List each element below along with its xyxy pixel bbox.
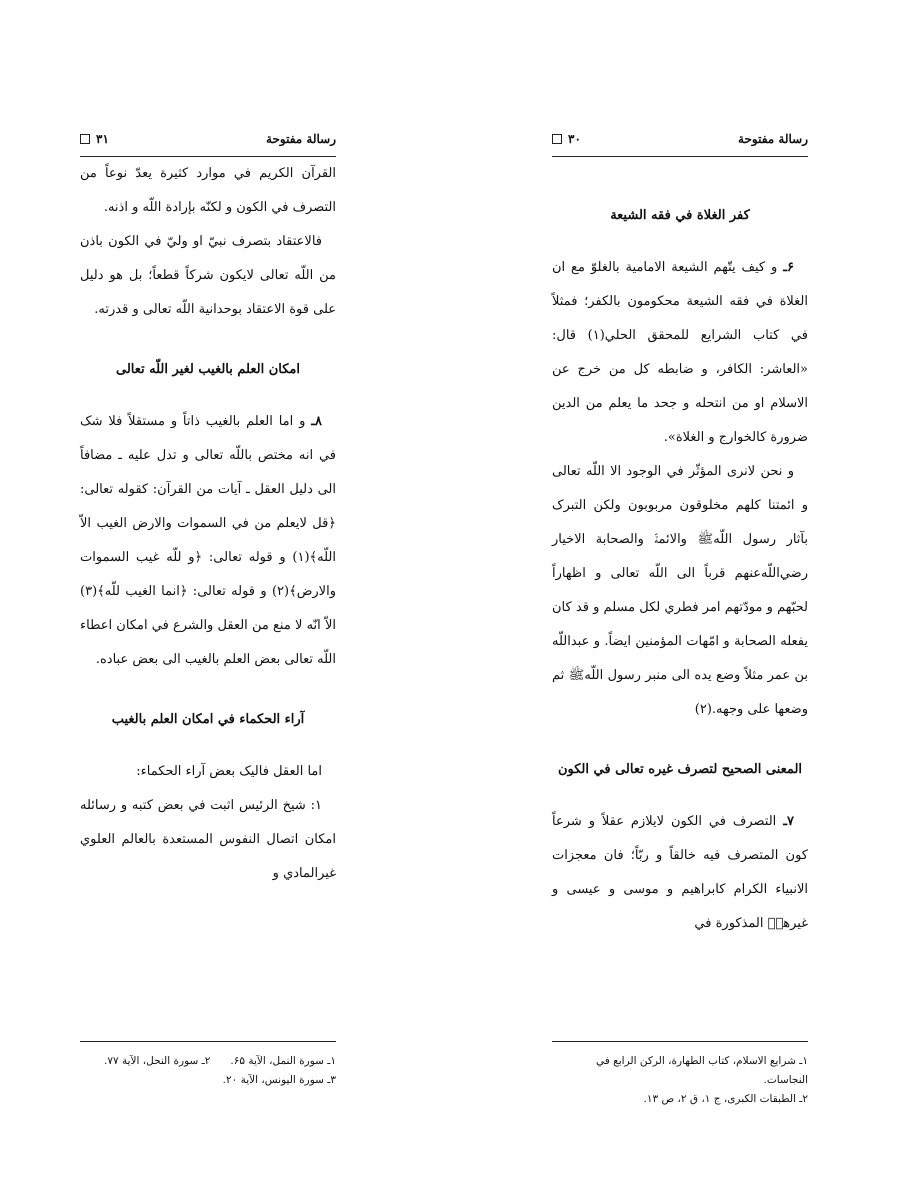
right-heading-1: كفر الغلاة في فقه الشيعة bbox=[610, 208, 750, 223]
paragraph-number: ۸ـ bbox=[311, 414, 322, 429]
right-paragraph-7 bbox=[552, 805, 808, 941]
left-heading-2: آراء الحكماء في امكان العلم بالغيب bbox=[111, 712, 305, 727]
left-footnotes bbox=[80, 1041, 336, 1090]
right-page-number-group bbox=[552, 132, 581, 146]
right-page-header bbox=[552, 130, 808, 157]
left-paragraph-1: القرآن الكريم في موارد كثيرة يعدّ نوعاً من التصرف في الكون و لكنّه بإرادة اللّه و اذنه. bbox=[80, 166, 336, 215]
right-header-title: رسالة مفتوحة bbox=[738, 132, 808, 146]
right-footnotes bbox=[552, 1041, 808, 1109]
paragraph-number: ۷ـ bbox=[783, 814, 794, 829]
paragraph-6-text: و كيف يتّهم الشيعة الامامية بالغلوّ مع ان الغلاة في فقه الشيعة محكومون بالكفر؛ فمثلاً في كتاب الشرايع للمحقق الحلي(۱) قال: «العاشر: الكافر، و ضابطه كل من خرج عن الاسلام او من انتحله و جحد ما يعلم من الدين ضرورة كالخوارج و الغلاة». bbox=[552, 260, 808, 445]
right-page-number: ۳۰ bbox=[568, 132, 581, 146]
left-paragraph-item-1: ۱: شيخ الرئيس اثبت في بعض كتبه و رسائله امكان اتصال النفوس المستعدة بالعالم العلوي غيرالمادي و bbox=[80, 798, 336, 881]
right-page bbox=[552, 130, 808, 941]
right-paragraph-b: و نحن لانرى المؤثّر في الوجود الا اللّه تعالى و ائمتنا كلهم مخلوقون مربوبون ولكن التبرک بآثار رسول اللّهﷺ والائمةؑ والصحابة الاخيار رضي‌اللّه‌عنهم قرباً الى اللّه تعالى و اظهاراً لحبّهم و مودّتهم امر فطري لكل مسلم و قد كان يفعله الصحابة و امّهات المؤمنين ايضاً. و عبداللّه بن عمر مثلاً وضع يده الى منبر رسول اللّهﷺ ثم وضعها على وجهه.(۲) bbox=[552, 464, 808, 717]
left-paragraph-2: فالاعتقاد بتصرف نبيّ او وليّ في الكون باذن من اللّه تعالى لايكون شركاً قطعاً؛ بل هو دليل على قوة الاعتقاد بوحدانية اللّه تعالى و قدرته. bbox=[80, 234, 336, 317]
left-page-number-group bbox=[80, 132, 109, 146]
paragraph-number: ۶ـ bbox=[783, 260, 794, 275]
left-page-header bbox=[80, 130, 336, 157]
left-page-number: ۳۱ bbox=[96, 132, 109, 146]
right-heading-2: المعنى الصحيح لتصرف غيره تعالى في الكون bbox=[557, 762, 803, 777]
left-page bbox=[80, 130, 336, 891]
left-paragraph-8 bbox=[80, 405, 336, 677]
left-footnote-3: ۳ـ سورة اليونس، الآية ۲۰. bbox=[222, 1074, 336, 1086]
right-footnote-1: ۱ـ شرايع الاسلام، كتاب الطهارة، الركن الرابع في النجاسات. bbox=[596, 1055, 808, 1086]
left-footnote-2: ۲ـ سورة النحل، الآية ۷۷. bbox=[104, 1055, 211, 1067]
square-icon bbox=[552, 134, 562, 144]
left-body bbox=[80, 157, 336, 891]
right-footnote-2: ۲ـ الطبقات الكبرى، ج ۱، ق ۲، ص ۱۳. bbox=[643, 1093, 808, 1105]
paragraph-7-text: التصرف في الكون لايلازم عقلاً و شرعاً كون المتصرف فيه خالقاً و ربّاً؛ فان معجزات الانبياء الكرام كابراهيم و موسى و عيسى و غيرهمؑ المذكورة في bbox=[552, 814, 808, 931]
left-heading-1: امكان العلم بالغيب لغير اللّه تعالى bbox=[115, 362, 300, 377]
left-header-title: رسالة مفتوحة bbox=[266, 132, 336, 146]
left-paragraph-intro: اما العقل فاليک بعض آراء الحكماء: bbox=[136, 764, 322, 779]
right-body bbox=[552, 199, 808, 941]
left-footnote-1: ۱ـ سورة النمل، الآية ۶۵. bbox=[230, 1055, 336, 1067]
square-icon bbox=[80, 134, 90, 144]
paragraph-8-text: و اما العلم بالغيب ذاتاً و مستقلاً فلا شک في انه مختص باللّه تعالى و تدل عليه ـ مضافاً الى دليل العقل ـ آيات من القرآن: كقوله تعالى: ﴿قل لايعلم من في السموات والارض الغيب الاّ اللّه﴾(۱) و قوله تعالى: ﴿و للّه غيب السموات والارض﴾(۲) و قوله تعالى: ﴿انما الغيب للّه﴾(۳) الاّ انّه لا منع من العقل والشرع في امكان اعطاء اللّه تعالى بعض العلم بالغيب الى بعض عباده. bbox=[80, 414, 336, 667]
right-paragraph-6 bbox=[552, 251, 808, 455]
